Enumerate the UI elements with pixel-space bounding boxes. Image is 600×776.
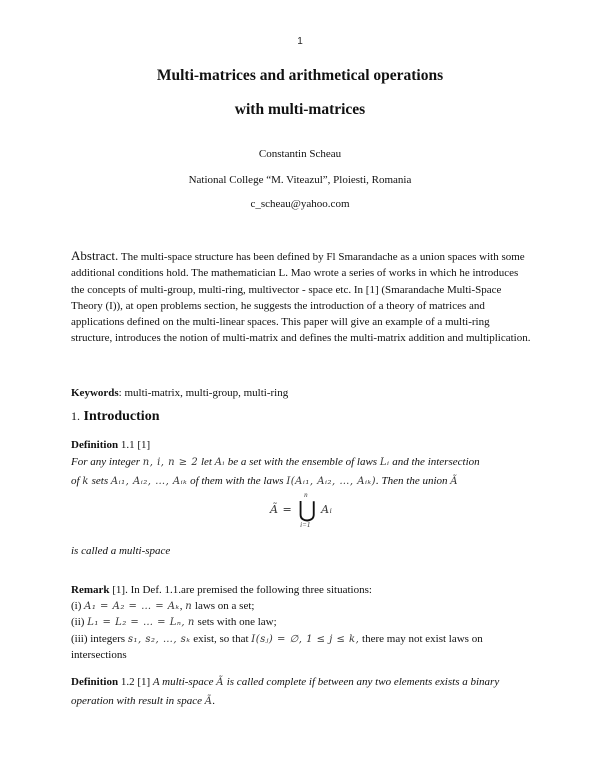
multi-space-formula — [270, 491, 333, 529]
formula-lhs: Ã = — [270, 502, 297, 516]
section-number: 1. — [71, 409, 80, 423]
page-number: 1 — [297, 36, 303, 47]
formula-upper-limit: n — [304, 491, 308, 499]
remark-item-1: (i) A₁ = A₂ = … = Aₖ, n laws on a set; — [71, 600, 255, 612]
remark-intro: Remark [1]. In Def. 1.1.are premised the following three situations: — [71, 584, 372, 596]
definition-1-1-line2: of k sets Aᵢ₁, Aᵢ₂, …, Aᵢₖ of them with the laws I(Aᵢ₁, Aᵢ₂, …, Aᵢₖ). Then the union Ã — [71, 475, 458, 487]
keywords-text: : multi-matrix, multi-group, multi-ring — [118, 387, 289, 399]
definition-label: Definition — [71, 676, 119, 688]
formula-rhs: Aᵢ — [321, 502, 333, 516]
abstract — [71, 248, 533, 347]
definition-1-1-heading — [71, 437, 541, 453]
definition-1-2: Definition 1.2 [1] A multi-space Ã is called complete if between any two elements exists a binary operation with result in space Ã. — [71, 676, 500, 707]
remark-label: Remark — [71, 584, 110, 596]
section-title: Introduction — [83, 409, 160, 424]
definition-label: Definition — [71, 439, 119, 451]
abstract-label: Abstract. — [71, 248, 119, 263]
paper-title-line1: Multi-matrices and arithmetical operations — [156, 67, 444, 84]
abstract-text: The multi-space structure has been defined by Fl Smarandache as a union spaces with some additional conditions hold. The mathematician L. Mao wrote a series of works in which he introduces the concepts of multi-group, multi-ring, multivector - space etc. In [1] (Smarandache Multi-Space Theory (I)), at open problems section, he suggests the introduction of a theory of matrices and applications defined on the multi-linear spaces. This paper will give an example of a multi-ring structure, introduces the notion of multi-matrix and defines the multi-matrix addition and multiplication. — [71, 251, 531, 345]
paper-title-line2: with multi-matrices — [234, 101, 366, 118]
remark-item-3: (iii) integers s₁, s₂, …, sₖ exist, so that I(sⱼ) = ∅, 1 ≤ j ≤ k, there may not exist laws on — [71, 633, 483, 645]
definition-1-1-line1: For any integer n, i, n ≥ 2 let Aᵢ be a set with the ensemble of laws Lᵢ and the intersection — [71, 456, 480, 468]
affiliation: National College “M. Viteazul”, Ploiesti, Romania — [188, 174, 412, 186]
author-email: c_scheau@yahoo.com — [250, 198, 350, 210]
formula-lower-limit: i=1 — [300, 521, 311, 529]
definition-1-1-closing: is called a multi-space — [71, 545, 171, 557]
section-heading-introduction — [71, 409, 159, 425]
keywords-label: Keywords — [71, 387, 119, 399]
definition-number: 1.1 [1] — [120, 439, 151, 451]
remark-item-3-continued: intersections — [71, 649, 127, 661]
big-union-symbol: ⋃ — [298, 497, 317, 522]
author-name: Constantin Scheau — [258, 148, 342, 160]
keywords — [71, 385, 541, 401]
definition-1-1-text — [71, 453, 541, 491]
remark-item-2: (ii) L₁ = L₂ = … = Lₙ, n sets with one law; — [71, 616, 277, 628]
